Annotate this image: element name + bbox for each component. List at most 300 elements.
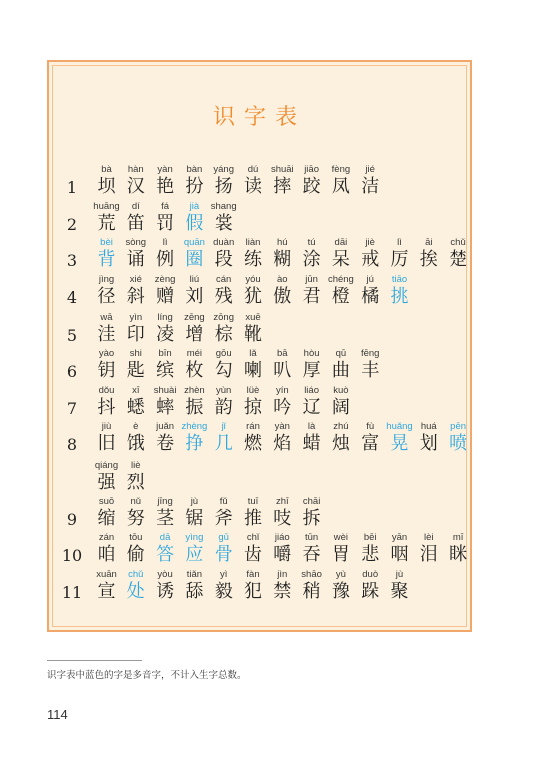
pinyin: zhī	[275, 496, 289, 507]
pinyin: jù	[395, 569, 404, 580]
footnote: 识字表中蓝色的字是多音字，不计入生字总数。	[47, 670, 247, 681]
pinyin: chǔ	[128, 569, 144, 580]
pinyin: āi	[425, 237, 433, 248]
polyphonic-char-cell	[209, 532, 238, 566]
row-number: 9	[66, 510, 78, 529]
char-cell	[121, 496, 150, 530]
pinyin: è	[133, 421, 139, 432]
char-cell	[121, 201, 150, 235]
hanzi: 旧	[97, 433, 116, 454]
char-cell	[209, 274, 238, 308]
pinyin: zèng	[154, 274, 176, 285]
hanzi: 辽	[302, 397, 321, 418]
hanzi: 凌	[156, 324, 175, 345]
pinyin: jú	[366, 274, 374, 285]
char-cell	[239, 421, 268, 455]
char-cell	[326, 385, 355, 419]
polyphonic-char-cell	[180, 421, 209, 455]
pinyin: liè	[131, 460, 141, 471]
hanzi: 挨	[419, 249, 438, 270]
char-cell	[239, 569, 268, 603]
hanzi: 厉	[390, 249, 409, 270]
char-cell	[151, 496, 180, 530]
pinyin: xī	[132, 385, 140, 396]
hanzi: 诱	[156, 581, 175, 602]
char-row	[49, 164, 470, 200]
hanzi: 韵	[214, 397, 233, 418]
pinyin: jìn	[277, 569, 288, 580]
pinyin: jù	[190, 496, 199, 507]
char-row	[49, 460, 470, 496]
hanzi: 喇	[244, 360, 262, 381]
char-cell	[356, 274, 385, 308]
pinyin: tuī	[247, 496, 259, 507]
hanzi: 橘	[361, 286, 380, 307]
char-row	[49, 496, 470, 532]
hanzi: 刘	[185, 286, 204, 307]
hanzi: 划	[419, 433, 438, 454]
pinyin: suō	[98, 496, 115, 507]
char-cell	[180, 164, 209, 198]
hanzi: 假	[185, 213, 204, 234]
pinyin: gū	[218, 532, 229, 543]
char-cell	[268, 532, 297, 566]
pinyin: dāi	[334, 237, 348, 248]
hanzi: 罚	[156, 213, 175, 234]
hanzi: 君	[302, 286, 321, 307]
hanzi: 诵	[126, 249, 145, 270]
hanzi: 叭	[273, 360, 292, 381]
hanzi: 豫	[331, 581, 350, 602]
char-cell	[151, 385, 180, 419]
pinyin: quān	[183, 237, 205, 248]
char-row	[49, 237, 470, 273]
row-number: 1	[66, 178, 78, 197]
hanzi: 戒	[361, 249, 380, 270]
char-cell	[268, 496, 297, 530]
hanzi: 阔	[331, 397, 350, 418]
char-cell	[92, 460, 121, 494]
row-number: 7	[66, 399, 78, 418]
char-cell	[239, 496, 268, 530]
row-number: 4	[66, 288, 78, 307]
pinyin: yìng	[185, 532, 204, 543]
pinyin: shāo	[301, 569, 322, 580]
pinyin: yào	[98, 348, 115, 359]
hanzi: 偷	[126, 544, 145, 565]
pinyin: shuāi	[270, 164, 294, 175]
char-cell	[297, 164, 326, 198]
row-number: 11	[61, 583, 83, 602]
char-cell	[356, 421, 385, 455]
char-cell	[268, 385, 297, 419]
char-row	[49, 274, 470, 310]
hanzi: 卷	[156, 433, 175, 454]
pinyin: fèng	[331, 164, 351, 175]
pinyin: pēn	[450, 421, 467, 432]
hanzi: 努	[126, 508, 145, 529]
pinyin: lì	[397, 237, 402, 248]
hanzi: 赠	[156, 286, 175, 307]
polyphonic-char-cell	[92, 237, 121, 271]
pinyin: yìn	[129, 312, 143, 323]
char-cell	[268, 164, 297, 198]
hanzi: 斜	[126, 286, 145, 307]
hanzi: 犯	[244, 581, 262, 602]
hanzi: 径	[97, 286, 116, 307]
pinyin: jià	[189, 201, 200, 212]
pinyin: shang	[210, 201, 237, 212]
hanzi: 读	[244, 176, 262, 197]
char-cell	[385, 569, 414, 603]
hanzi: 处	[126, 581, 145, 602]
char-cell	[356, 164, 385, 198]
pinyin: sòng	[125, 237, 147, 248]
hanzi: 挑	[390, 286, 409, 307]
pinyin: yù	[335, 569, 346, 580]
pinyin: lǎ	[249, 348, 257, 359]
char-cell	[297, 237, 326, 271]
hanzi: 犹	[244, 286, 262, 307]
row-number: 5	[66, 326, 78, 345]
polyphonic-char-cell	[385, 274, 414, 308]
hanzi: 挣	[185, 433, 204, 454]
char-cell	[297, 385, 326, 419]
char-cell	[209, 312, 238, 346]
char-cell	[297, 348, 326, 382]
hanzi: 振	[185, 397, 204, 418]
char-cell	[326, 348, 355, 382]
char-cell	[239, 164, 268, 198]
pinyin: tú	[307, 237, 316, 248]
hanzi: 呆	[331, 249, 350, 270]
char-cell	[180, 348, 209, 382]
hanzi: 答	[156, 544, 175, 565]
pinyin: ào	[277, 274, 288, 285]
hanzi: 嚼	[273, 544, 292, 565]
char-cell	[356, 532, 385, 566]
char-cell	[180, 385, 209, 419]
pinyin: xié	[129, 274, 142, 285]
hanzi: 蟀	[156, 397, 175, 418]
pinyin: lì	[162, 237, 168, 248]
char-cell	[209, 385, 238, 419]
char-cell	[239, 312, 268, 346]
hanzi: 应	[185, 544, 204, 565]
pinyin: wā	[100, 312, 113, 323]
char-cell	[239, 274, 268, 308]
hanzi: 荒	[97, 213, 116, 234]
pinyin: huǎng	[386, 421, 413, 432]
hanzi: 跺	[361, 581, 380, 602]
polyphonic-char-cell	[385, 421, 414, 455]
pinyin: tōu	[129, 532, 143, 543]
hanzi: 丰	[361, 360, 380, 381]
pinyin: chǔ	[450, 237, 466, 248]
polyphonic-char-cell	[180, 532, 209, 566]
hanzi: 匙	[126, 360, 145, 381]
hanzi: 笛	[126, 213, 145, 234]
pinyin: nǔ	[130, 496, 142, 507]
char-cell	[92, 164, 121, 198]
polyphonic-char-cell	[121, 569, 150, 603]
hanzi: 强	[97, 472, 116, 493]
char-cell	[180, 569, 209, 603]
pinyin: yàn	[157, 164, 173, 175]
pinyin: líng	[157, 312, 173, 323]
char-cell	[92, 312, 121, 346]
pinyin: dí	[131, 201, 140, 212]
hanzi: 跤	[302, 176, 321, 197]
hanzi: 傲	[273, 286, 292, 307]
hanzi: 练	[244, 249, 262, 270]
hanzi: 圈	[185, 249, 204, 270]
pinyin: yóu	[245, 274, 261, 285]
hanzi: 钥	[97, 360, 116, 381]
hanzi: 扮	[185, 176, 204, 197]
polyphonic-char-cell	[151, 532, 180, 566]
char-cell	[326, 164, 355, 198]
pinyin: xuān	[96, 569, 117, 580]
hanzi: 斧	[214, 508, 233, 529]
pinyin: dǒu	[98, 385, 115, 396]
hanzi: 枚	[185, 360, 204, 381]
row-number: 10	[61, 546, 83, 565]
char-cell	[239, 237, 268, 271]
char-cell	[297, 569, 326, 603]
pinyin: jié	[365, 164, 375, 175]
char-cell	[151, 569, 180, 603]
char-cell	[121, 348, 150, 382]
pinyin: zán	[98, 532, 115, 543]
page-number: 114	[47, 707, 68, 722]
char-row	[49, 569, 470, 605]
hanzi: 咱	[97, 544, 116, 565]
hanzi: 舔	[185, 581, 204, 602]
char-cell	[297, 532, 326, 566]
char-row	[49, 421, 470, 457]
hanzi: 泪	[419, 544, 438, 565]
pinyin: jiè	[365, 237, 375, 248]
row-number: 6	[66, 362, 78, 381]
row-number: 3	[66, 251, 78, 270]
char-cell	[121, 385, 150, 419]
char-cell	[414, 421, 443, 455]
pinyin: duàn	[213, 237, 235, 248]
char-cell	[180, 312, 209, 346]
hanzi: 裳	[214, 213, 233, 234]
pinyin: jiáo	[274, 532, 290, 543]
pinyin: fǔ	[219, 496, 228, 507]
pinyin: fá	[161, 201, 170, 212]
hanzi: 吟	[273, 397, 292, 418]
pinyin: yì	[219, 569, 228, 580]
hanzi: 曲	[331, 360, 350, 381]
char-cell	[268, 421, 297, 455]
hanzi: 凤	[331, 176, 350, 197]
char-cell	[297, 421, 326, 455]
char-cell	[239, 348, 268, 382]
pinyin: zhú	[333, 421, 349, 432]
pinyin: juǎn	[156, 421, 175, 432]
pinyin: fàn	[246, 569, 260, 580]
pinyin: xuē	[245, 312, 261, 323]
char-cell	[444, 532, 473, 566]
char-cell	[326, 237, 355, 271]
pinyin: jǐ	[221, 421, 226, 432]
pinyin: fēng	[360, 348, 380, 359]
char-cell	[121, 164, 150, 198]
pinyin: tūn	[304, 532, 319, 543]
char-cell	[151, 201, 180, 235]
hanzi: 禁	[273, 581, 292, 602]
pinyin: jūn	[305, 274, 318, 285]
pinyin: méi	[186, 348, 203, 359]
char-cell	[414, 532, 443, 566]
char-cell	[297, 496, 326, 530]
pinyin: wèi	[333, 532, 349, 543]
footnote-rule	[47, 660, 142, 661]
pinyin: là	[307, 421, 316, 432]
pinyin: qiáng	[94, 460, 119, 471]
hanzi: 蜡	[302, 433, 321, 454]
pinyin: yín	[275, 385, 289, 396]
char-cell	[92, 496, 121, 530]
hanzi: 宣	[97, 581, 116, 602]
hanzi: 蟋	[126, 397, 145, 418]
pinyin: bēi	[363, 532, 377, 543]
hanzi: 汉	[126, 176, 145, 197]
hanzi: 增	[185, 324, 204, 345]
polyphonic-char-cell	[180, 237, 209, 271]
char-cell	[121, 312, 150, 346]
hanzi: 背	[97, 249, 116, 270]
char-cell	[239, 385, 268, 419]
char-cell	[326, 532, 355, 566]
pinyin: bàn	[186, 164, 203, 175]
char-cell	[209, 348, 238, 382]
pinyin: zōng	[213, 312, 234, 323]
char-cell	[385, 532, 414, 566]
pinyin: bèi	[100, 237, 113, 248]
char-cell	[180, 274, 209, 308]
char-cell	[268, 569, 297, 603]
hanzi: 燃	[244, 433, 262, 454]
pinyin: hú	[277, 237, 288, 248]
char-cell	[414, 237, 443, 271]
char-cell	[209, 201, 238, 235]
char-cell	[268, 237, 297, 271]
char-row	[49, 312, 470, 348]
char-cell	[151, 237, 180, 271]
char-cell	[268, 348, 297, 382]
hanzi: 橙	[331, 286, 350, 307]
hanzi: 段	[214, 249, 233, 270]
char-cell	[326, 274, 355, 308]
hanzi: 眯	[449, 544, 468, 565]
hanzi: 饿	[126, 433, 145, 454]
pinyin: yòu	[157, 569, 173, 580]
char-cell	[92, 274, 121, 308]
hanzi: 坝	[97, 176, 116, 197]
page-title: 识字表	[212, 105, 306, 130]
hanzi: 吱	[273, 508, 292, 529]
pinyin: lüè	[246, 385, 260, 396]
pinyin: yáng	[213, 164, 234, 175]
hanzi: 掠	[244, 397, 262, 418]
hanzi: 抖	[97, 397, 116, 418]
hanzi: 富	[361, 433, 380, 454]
pinyin: huāng	[93, 201, 120, 212]
hanzi: 扬	[214, 176, 233, 197]
hanzi: 摔	[273, 176, 292, 197]
pinyin: chǐ	[246, 532, 260, 543]
char-cell	[209, 569, 238, 603]
hanzi: 洁	[361, 176, 380, 197]
char-cell	[121, 532, 150, 566]
pinyin: shi	[129, 348, 142, 359]
pinyin: zhèn	[184, 385, 205, 396]
pinyin: zhèng	[181, 421, 208, 432]
polyphonic-char-cell	[209, 421, 238, 455]
hanzi: 锯	[185, 508, 204, 529]
pinyin: yān	[391, 532, 408, 543]
hanzi: 缤	[156, 360, 175, 381]
hanzi: 棕	[214, 324, 233, 345]
char-cell	[356, 237, 385, 271]
char-cell	[92, 421, 121, 455]
hanzi: 几	[214, 433, 233, 454]
pinyin: dā	[159, 532, 171, 543]
hanzi: 烈	[126, 472, 145, 493]
hanzi: 茎	[156, 508, 175, 529]
char-cell	[297, 274, 326, 308]
pinyin: dú	[247, 164, 259, 175]
hanzi: 晃	[390, 433, 409, 454]
char-cell	[151, 421, 180, 455]
hanzi: 残	[214, 286, 233, 307]
char-row	[49, 201, 470, 237]
pinyin: rán	[246, 421, 260, 432]
hanzi: 印	[126, 324, 145, 345]
pinyin: jiāo	[304, 164, 319, 175]
hanzi: 稍	[302, 581, 321, 602]
hanzi: 悲	[361, 544, 380, 565]
char-cell	[209, 237, 238, 271]
character-table-panel	[47, 60, 472, 632]
hanzi: 艳	[156, 176, 175, 197]
char-cell	[151, 164, 180, 198]
pinyin: yùn	[216, 385, 232, 396]
char-cell	[326, 421, 355, 455]
hanzi: 拆	[302, 508, 321, 529]
polyphonic-char-cell	[444, 421, 473, 455]
pinyin: liàn	[245, 237, 261, 248]
char-cell	[444, 237, 473, 271]
char-cell	[151, 274, 180, 308]
char-cell	[151, 348, 180, 382]
char-cell	[121, 237, 150, 271]
char-cell	[92, 201, 121, 235]
pinyin: bīn	[158, 348, 172, 359]
hanzi: 毅	[214, 581, 233, 602]
pinyin: fù	[366, 421, 375, 432]
hanzi: 厚	[302, 360, 321, 381]
pinyin: shuài	[153, 385, 177, 396]
hanzi: 勾	[214, 360, 233, 381]
pinyin: huá	[420, 421, 437, 432]
pinyin: qū	[335, 348, 347, 359]
